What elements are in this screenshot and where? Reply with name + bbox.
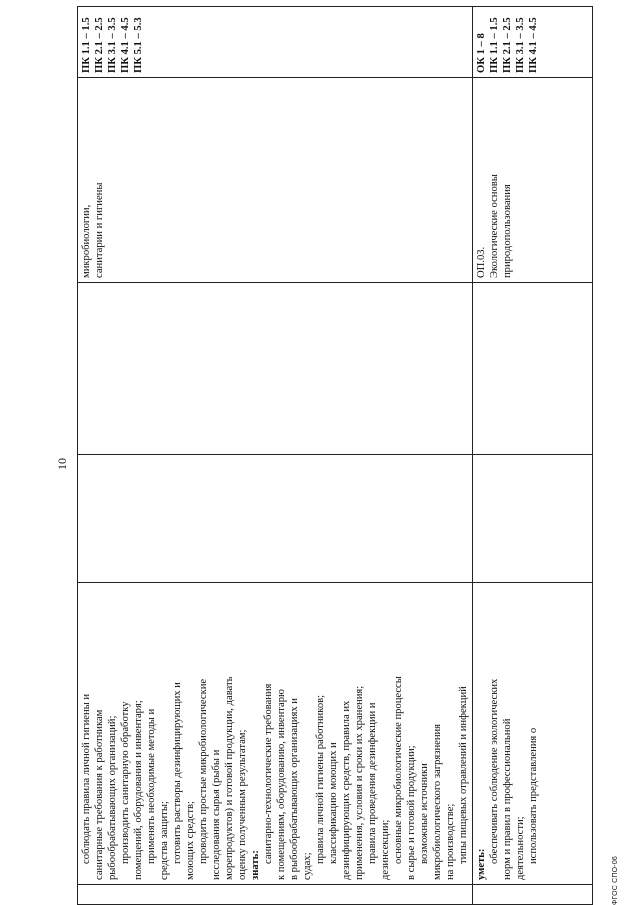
- competency-code: ПК 2.1 – 2.5: [94, 17, 105, 73]
- content-line: судах;: [302, 852, 313, 880]
- competency-code: ПК 1.1 – 1.5: [81, 17, 92, 73]
- content-line: рыбообрабатывающих организаций;: [107, 715, 118, 880]
- content-line: знать:: [250, 850, 261, 880]
- content-line: правила личной гигиены работников;: [315, 694, 326, 864]
- discipline-cell: [473, 78, 593, 283]
- footer-standard-mark: ФГОС СПО-06: [612, 855, 619, 905]
- content-line: оценку полученным результатам;: [237, 729, 248, 880]
- discipline-line: санитарии и гигиены: [94, 182, 105, 278]
- content-line: на производстве;: [445, 803, 456, 880]
- competency-code: ПК 3.1 – 3.5: [107, 17, 118, 73]
- content-line: возможные источники: [419, 763, 430, 864]
- competency-code: ПК 4.1 – 4.5: [120, 17, 131, 73]
- competency-code: ПК 2.1 – 2.5: [502, 17, 513, 73]
- discipline-code: ОП.03.: [476, 246, 487, 278]
- content-line: в сырье и готовой продукции;: [406, 745, 417, 880]
- index-cell: [473, 885, 593, 905]
- content-line: применять необходимые методы и: [146, 708, 157, 864]
- content-line: дезинсекции;: [380, 819, 391, 880]
- hours-cell: [473, 455, 593, 583]
- table-row: [473, 7, 593, 905]
- discipline-cell: [78, 78, 473, 283]
- content-line: основные микробиологические процессы: [393, 676, 404, 864]
- content-line: уметь:: [476, 848, 487, 880]
- discipline-line: природопользования: [502, 184, 513, 278]
- discipline-line: Экологические основы: [489, 174, 500, 278]
- content-line: помещений, оборудования и инвентаря;: [133, 700, 144, 880]
- content-line: микробиологического загрязнения: [432, 723, 443, 880]
- discipline-line: микробиологии,: [81, 204, 92, 278]
- content-cell: [473, 583, 593, 885]
- page-number: 10: [55, 458, 69, 470]
- content-line: проводить простые микробиологические: [198, 678, 209, 864]
- content-line: морепродуктов) и готовой продукции, давать: [224, 676, 235, 880]
- content-cell: [78, 583, 473, 885]
- content-line: классификацию моющих и: [328, 742, 339, 864]
- content-line: исследования сырья (рыбы и: [211, 749, 222, 880]
- content-line: правила проведения дезинфекции и: [367, 702, 378, 864]
- competency-code: ПК 5.1 – 5.3: [133, 17, 144, 73]
- content-line: готовить растворы дезинфицирующих и: [172, 682, 183, 864]
- competency-code: ОК 1 – 8: [476, 33, 487, 73]
- content-line: типы пищевых отравлений и инфекций: [458, 686, 469, 864]
- content-line: производить санитарную обработку: [120, 701, 131, 864]
- content-line: норм и правил в профессиональной: [502, 718, 513, 880]
- content-line: к помещениям, оборудованию, инвентарю: [276, 689, 287, 880]
- table-row: [78, 7, 473, 905]
- hours-cell: [78, 455, 473, 583]
- content-line: дезинфицирующих средств, правила их: [341, 700, 352, 880]
- hours-cell-2: [473, 283, 593, 455]
- content-line: обеспечивать соблюдение экологических: [489, 678, 500, 864]
- content-line: использовать представления о: [528, 727, 539, 864]
- competency-table: [77, 6, 593, 905]
- competency-codes-cell: [78, 7, 473, 78]
- content-line: средства защиты;: [159, 801, 170, 880]
- content-line: деятельности;: [515, 816, 526, 880]
- competency-code: ПК 3.1 – 3.5: [515, 17, 526, 73]
- content-line: применения, условия и сроки их хранения;: [354, 685, 365, 880]
- content-line: соблюдать правила личной гигиены и: [81, 693, 92, 864]
- content-line: в рыбообрабатывающих организациях и: [289, 698, 300, 880]
- hours-cell-2: [78, 283, 473, 455]
- competency-codes-cell: [473, 7, 593, 78]
- content-line: моющих средств;: [185, 801, 196, 880]
- index-cell: [78, 885, 473, 905]
- competency-code: ПК 1.1 – 1.5: [489, 17, 500, 73]
- competency-code: ПК 4.1 – 4.5: [528, 17, 539, 73]
- content-line: санитарно-технологические требования: [263, 683, 274, 864]
- content-line: санитарные требования к работникам: [94, 709, 105, 880]
